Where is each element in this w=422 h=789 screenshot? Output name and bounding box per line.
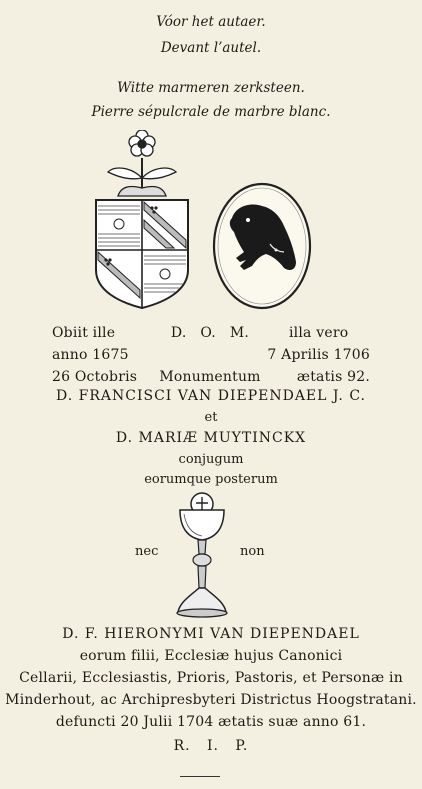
rip-line: R. I. P. [173, 738, 249, 754]
right-line-2: 7 Aprilis 1706 [267, 347, 370, 363]
closing-rule [180, 776, 220, 777]
husband-name: D. FRANCISCI VAN DIEPENDAEL J. C. [56, 388, 366, 404]
mid-line-2 [150, 344, 270, 366]
chalice-icon [174, 492, 230, 620]
left-line-3: 26 Octobris [52, 369, 138, 385]
right-column [267, 322, 370, 388]
right-line-1: illa vero [289, 325, 349, 341]
right-line-3: ætatis 92. [296, 369, 370, 385]
son-name: D. F. HIERONYMI VAN DIEPENDAEL [62, 626, 360, 642]
left-column [52, 322, 137, 388]
material-dutch: Witte marmeren zerksteen. [117, 80, 305, 96]
location-french: Devant l’autel. [160, 40, 262, 56]
monumentum-line: Monumentum [159, 369, 261, 385]
conjugum-word: conjugum [178, 452, 244, 467]
middle-column [150, 322, 270, 388]
son-line-4: defuncti 20 Julii 1704 ætatis suæ anno 61. [55, 714, 367, 730]
non-word: non [240, 544, 265, 559]
et-word: et [204, 410, 218, 425]
material-french: Pierre sépulcrale de marbre blanc. [91, 104, 331, 120]
left-line-2: anno 1675 [52, 347, 129, 363]
son-line-1: eorum filii, Ecclesiæ hujus Canonici [79, 648, 343, 664]
son-line-3: Minderhout, ac Archipresbyteri Districtus Hoogstratani. [5, 692, 417, 708]
wife-name: D. MARIÆ MUYTINCKX [115, 430, 307, 446]
left-line-1: Obiit ille [52, 325, 116, 341]
location-dutch: Vóor het autaer. [156, 14, 266, 30]
dom-line: D. O. M. [170, 325, 250, 341]
posterum-line: eorumque posterum [144, 472, 278, 487]
coat-of-arms-icon [92, 130, 192, 312]
nec-word: nec [135, 544, 159, 559]
son-line-2: Cellarii, Ecclesiastis, Prioris, Pastoris, et Personæ in [19, 670, 403, 686]
dog-medallion-icon [210, 180, 314, 312]
